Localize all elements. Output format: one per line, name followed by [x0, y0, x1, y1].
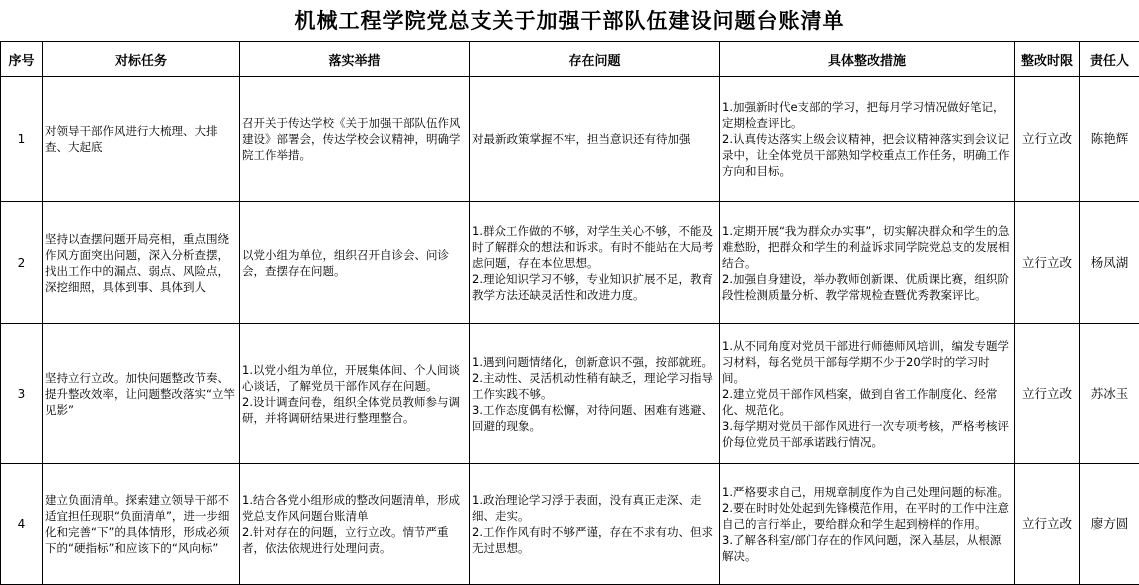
rectify-item: 1.从不同角度对党员干部进行师德师风培训，编发专题学习材料，每名党员干部每学期不少于20学时的学习时间。 — [722, 338, 1012, 386]
row-deadline: 立行立改 — [1015, 202, 1080, 324]
problem-item: 1.政治理论学习浮于表面，没有真正走深、走细、走实。 — [472, 492, 717, 524]
row-measure: 以党小组为单位，组织召开自诊会、问诊会，查摆存在问题。 — [240, 202, 470, 324]
rectify-item: 2.认真传达落实上级会议精神，把会议精神落实到会议记录中，让全体党员干部熟知学校重点工作任务，明确工作方向和目标。 — [722, 131, 1012, 179]
rectify-item: 3.每学期对党员干部作风进行一次专项考核，严格考核评价每位党员干部承诺践行情况。 — [722, 418, 1012, 450]
rectify-item: 2.加强自身建设，举办教师创新课、优质课比赛，组织阶段性检测质量分析、教学常规检查暨优秀教案评比。 — [722, 271, 1012, 303]
row-task: 坚持立行立改。加快问题整改节奏、提升整改效率，让问题整改落实“立竿见影” — [43, 324, 240, 464]
rectify-item: 1.严格要求自己，用规章制度作为自己处理问题的标准。 — [722, 484, 1012, 500]
page-title: 机械工程学院党总支关于加强干部队伍建设问题台账清单 — [0, 0, 1139, 41]
row-problem: 对最新政策掌握不牢，担当意识还有待加强 — [470, 77, 720, 202]
table-row — [1, 324, 1139, 464]
rectify-item: 1.加强新时代e支部的学习，把每月学习情况做好笔记，定期检查评比。 — [722, 99, 1012, 131]
problem-item: 3.工作态度偶有松懈，对待问题、困难有逃避、回避的现象。 — [472, 402, 717, 434]
row-seq: 4 — [1, 464, 43, 585]
row-rectify — [720, 464, 1015, 585]
header-deadline: 整改时限 — [1015, 42, 1080, 77]
header-problem: 存在问题 — [470, 42, 720, 77]
row-rectify — [720, 202, 1015, 324]
measure-item: 1.结合各党小组形成的整改问题清单，形成党总支作风问题台账清单 — [242, 492, 467, 524]
measure-item: 1.以党小组为单位，开展集体间、个人间谈心谈话，了解党员干部作风存在问题。 — [242, 362, 467, 394]
row-deadline: 立行立改 — [1015, 77, 1080, 202]
row-deadline: 立行立改 — [1015, 464, 1080, 585]
row-seq: 1 — [1, 77, 43, 202]
row-problem — [470, 464, 720, 585]
table-row — [1, 77, 1139, 202]
problem-item: 2.理论知识学习不够，专业知识扩展不足，教育教学方法还缺灵活性和改进力度。 — [472, 271, 717, 303]
problem-item: 2.主动性、灵活机动性稍有缺乏，理论学习指导工作实践不够。 — [472, 370, 717, 402]
problem-item: 1.遇到问题情绪化，创新意识不强，按部就班。 — [472, 354, 717, 370]
row-task: 对领导干部作风进行大梳理、大排查、大起底 — [43, 77, 240, 202]
row-owner: 陈艳辉 — [1080, 77, 1139, 202]
row-task: 坚持以查摆问题开局亮相，重点围绕作风方面突出问题，深入分析查摆，找出工作中的漏点、弱点、风险点，深挖细照，具体到事、具体到人 — [43, 202, 240, 324]
problem-item: 2.工作作风有时不够严谨，存在不求有功、但求无过思想。 — [472, 524, 717, 556]
table-row — [1, 464, 1139, 585]
row-seq: 3 — [1, 324, 43, 464]
rectify-item: 1.定期开展“我为群众办实事”，切实解决群众和学生的急难愁盼，把群众和学生的利益诉求同学院党总支的发展相结合。 — [722, 223, 1012, 271]
measure-item: 2.针对存在的问题，立行立改。情节严重者，依法依规进行处理问责。 — [242, 524, 467, 556]
rectify-item: 2.要在时时处处起到先锋模范作用，在平时的工作中注意自己的言行举止，要给群众和学生起到榜样的作用。 — [722, 500, 1012, 532]
row-owner: 廖方圆 — [1080, 464, 1139, 585]
row-deadline: 立行立改 — [1015, 324, 1080, 464]
row-task: 建立负面清单。探索建立领导干部不适宜担任现职“负面清单”，进一步细化和完善“下”的具体情形，形成必须下的“硬指标”和应该下的“风向标” — [43, 464, 240, 585]
row-seq: 2 — [1, 202, 43, 324]
row-owner: 杨凤湖 — [1080, 202, 1139, 324]
row-rectify — [720, 324, 1015, 464]
row-problem — [470, 324, 720, 464]
header-rectify: 具体整改措施 — [720, 42, 1015, 77]
measure-item: 2.设计调查问卷，组织全体党员教师参与调研，并将调研结果进行整理整合。 — [242, 394, 467, 426]
issue-ledger-table — [0, 41, 1139, 585]
header-measure: 落实举措 — [240, 42, 470, 77]
header-owner: 责任人 — [1080, 42, 1139, 77]
table-row — [1, 202, 1139, 324]
row-owner: 苏冰玉 — [1080, 324, 1139, 464]
problem-item: 1.群众工作做的不够，对学生关心不够，不能及时了解群众的想法和诉求。有时不能站在大局考虑问题，存在本位思想。 — [472, 223, 717, 271]
rectify-item: 3.了解各科室/部门存在的作风问题，深入基层，从根源解决。 — [722, 532, 1012, 564]
row-rectify — [720, 77, 1015, 202]
row-measure — [240, 324, 470, 464]
row-problem — [470, 202, 720, 324]
row-measure — [240, 464, 470, 585]
header-seq: 序号 — [1, 42, 43, 77]
header-task: 对标任务 — [43, 42, 240, 77]
rectify-item: 2.建立党员干部作风档案，做到自省工作制度化、经常化、规范化。 — [722, 386, 1012, 418]
row-measure: 召开关于传达学校《关于加强干部队伍作风建设》部署会，传达学校会议精神，明确学院工作举措。 — [240, 77, 470, 202]
header-row — [1, 42, 1139, 77]
